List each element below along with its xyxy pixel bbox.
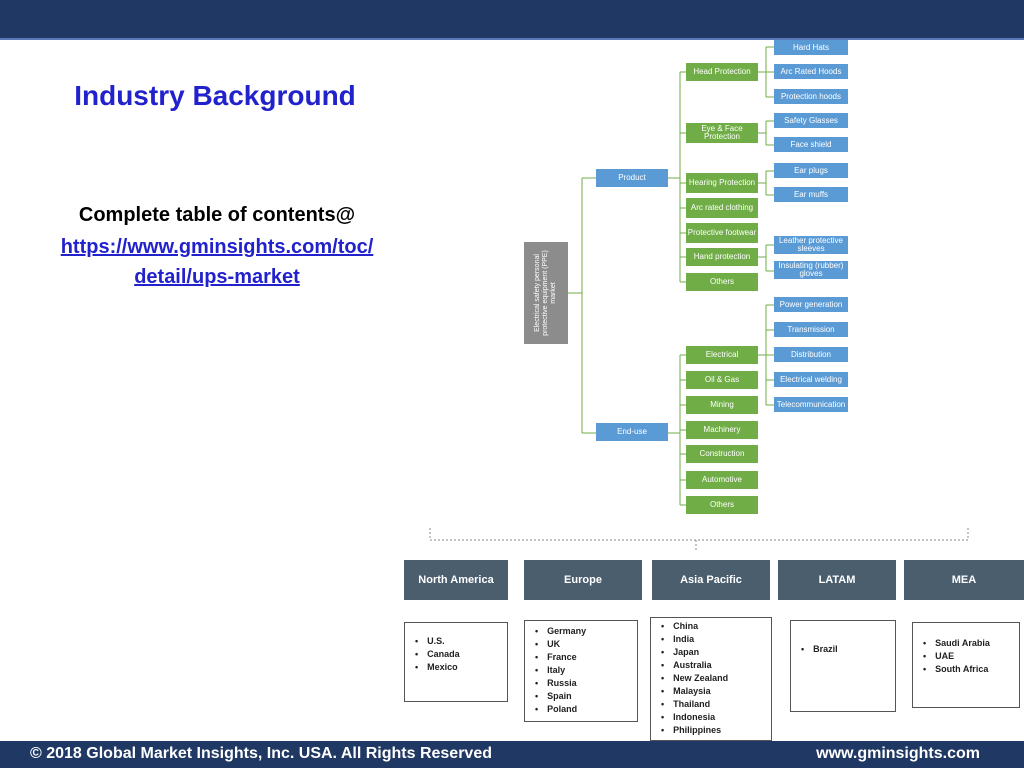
website-text[interactable]: www.gminsights.com (816, 745, 980, 762)
item-protection-hoods: Protection hoods (774, 89, 848, 104)
item-ear-plugs: Ear plugs (774, 163, 848, 178)
item-hard-hats: Hard Hats (774, 40, 848, 55)
end-use-construction: Construction (686, 445, 758, 463)
segmentation-diagram (404, 40, 1024, 600)
page-title: Industry Background (74, 80, 356, 111)
footer-bar (0, 741, 1024, 768)
item-safety-glasses: Safety Glasses (774, 113, 848, 128)
list-item: • Brazil (801, 643, 895, 656)
item-ear-muffs: Ear muffs (774, 187, 848, 202)
list-item: • Italy (535, 664, 637, 677)
branch-end-use: End-use (596, 423, 668, 441)
category-hand: Hand protection (686, 248, 758, 266)
list-item: • Mexico (415, 661, 507, 674)
list-item: • New Zealand (661, 672, 771, 685)
country-list (405, 623, 507, 674)
region-header-latam: LATAM (778, 560, 896, 600)
toc-link-line1[interactable]: https://www.gminsights.com/toc/ (60, 236, 374, 258)
region-list-mea (912, 622, 1020, 708)
list-item: • South Africa (923, 663, 1019, 676)
list-item: • France (535, 651, 637, 664)
list-item: • India (661, 633, 771, 646)
list-item: • Saudi Arabia (923, 637, 1019, 650)
list-item: • Poland (535, 703, 637, 716)
header-bar (0, 0, 1024, 40)
list-item: • China (661, 620, 771, 633)
category-footwear: Protective footwear (686, 223, 758, 243)
category-hearing: Hearing Protection (686, 173, 758, 193)
item-electrical-welding: Electrical welding (774, 372, 848, 387)
copyright-text: © 2018 Global Market Insights, Inc. USA. All Rights Reserved (30, 745, 492, 762)
category-head-protection: Head Protection (686, 63, 758, 81)
list-item: • Canada (415, 648, 507, 661)
list-item: • Russia (535, 677, 637, 690)
region-lists (404, 600, 1024, 740)
item-arc-hoods: Arc Rated Hoods (774, 64, 848, 79)
list-item: • Australia (661, 659, 771, 672)
branch-product: Product (596, 169, 668, 187)
country-list (913, 623, 1019, 676)
region-header-north-america: North America (404, 560, 508, 600)
region-list-asia-pacific (650, 617, 772, 741)
toc-link-line2[interactable]: detail/ups-market (134, 266, 300, 288)
toc-label: Complete table of contents@ (78, 204, 356, 226)
item-face-shield: Face shield (774, 137, 848, 152)
list-item: • Japan (661, 646, 771, 659)
region-header-asia-pacific: Asia Pacific (652, 560, 770, 600)
list-item: • Germany (535, 625, 637, 638)
list-item: • Malaysia (661, 685, 771, 698)
root-market-label: Electrical safety personal protective equipment (PPE) market (524, 242, 568, 344)
list-item: • Spain (535, 690, 637, 703)
item-insulating-gloves: Insulating (rubber) gloves (774, 261, 848, 279)
item-transmission: Transmission (774, 322, 848, 337)
end-use-machinery: Machinery (686, 421, 758, 439)
left-pane (0, 42, 404, 739)
list-item: • UAE (923, 650, 1019, 663)
list-item: • Thailand (661, 698, 771, 711)
end-use-mining: Mining (686, 396, 758, 414)
list-item: • U.S. (415, 635, 507, 648)
region-list-latam (790, 620, 896, 712)
category-product-others: Others (686, 273, 758, 291)
region-header-europe: Europe (524, 560, 642, 600)
region-header-mea: MEA (904, 560, 1024, 600)
region-list-europe (524, 620, 638, 722)
item-telecommunication: Telecommunication (774, 397, 848, 412)
country-list (791, 621, 895, 656)
end-use-others: Others (686, 496, 758, 514)
end-use-automotive: Automotive (686, 471, 758, 489)
list-item: • Indonesia (661, 711, 771, 724)
item-leather-sleeves: Leather protective sleeves (774, 236, 848, 254)
country-list (651, 618, 771, 737)
country-list (525, 621, 637, 716)
category-eye-face: Eye & Face Protection (686, 123, 758, 143)
list-item: • Philippines (661, 724, 771, 737)
list-item: • UK (535, 638, 637, 651)
item-distribution: Distribution (774, 347, 848, 362)
region-list-north-america (404, 622, 508, 702)
end-use-electrical: Electrical (686, 346, 758, 364)
end-use-oil-gas: Oil & Gas (686, 371, 758, 389)
item-power-generation: Power generation (774, 297, 848, 312)
category-arc-clothing: Arc rated clothing (686, 198, 758, 218)
